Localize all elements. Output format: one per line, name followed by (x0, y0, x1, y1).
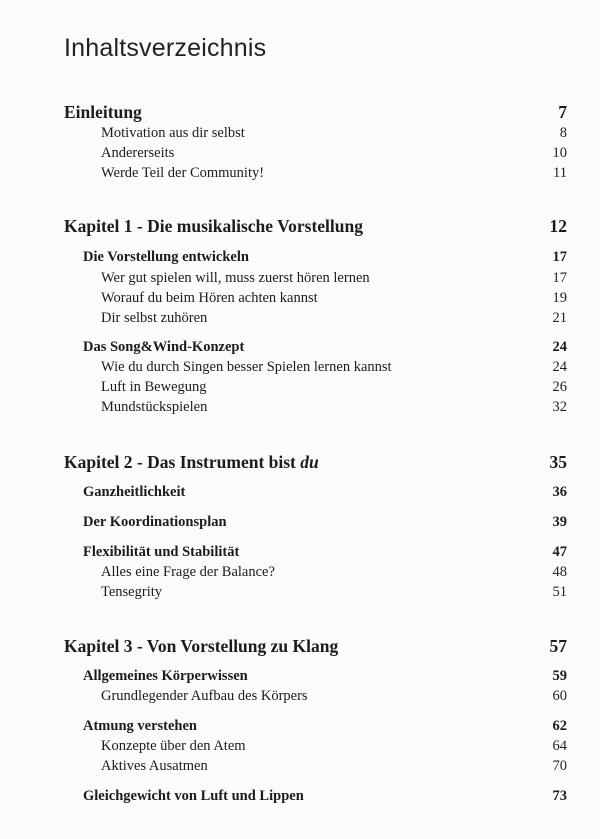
entry-label: Dir selbst zuhören (101, 310, 208, 326)
section-page: 36 (552, 484, 567, 500)
section-title: Der Koordinationsplan (83, 514, 227, 530)
entry-label: Tensegrity (101, 584, 162, 600)
entry-label: Luft in Bewegung (101, 379, 207, 395)
entry-page: 70 (552, 758, 567, 774)
section-title: Flexibilität und Stabilität (83, 544, 240, 560)
chapter-title (64, 452, 319, 473)
chapter-page: 7 (558, 102, 567, 122)
entry-label: Werde Teil der Community! (101, 165, 265, 181)
toc-entry[interactable] (0, 165, 600, 185)
entry-page: 60 (552, 688, 567, 704)
toc-entry[interactable] (0, 738, 600, 758)
entry-label: Wie du durch Singen besser Spielen lernen kannst (101, 359, 392, 375)
toc-section[interactable] (0, 339, 600, 359)
toc-entry[interactable] (0, 270, 600, 290)
entry-page: 32 (552, 399, 567, 415)
toc-chapter-3[interactable] (0, 636, 600, 660)
section-title: Das Song&Wind-Konzept (83, 339, 245, 355)
entry-label: Alles eine Frage der Balance? (101, 564, 275, 580)
toc-entry[interactable] (0, 125, 600, 145)
entry-label: Wer gut spielen will, muss zuerst hören lernen (101, 270, 370, 286)
toc-section[interactable] (0, 514, 600, 534)
entry-page: 10 (552, 145, 567, 161)
entry-page: 8 (559, 125, 567, 141)
entry-page: 24 (552, 359, 567, 375)
section-page: 17 (552, 249, 567, 265)
toc-entry[interactable] (0, 584, 600, 604)
section-title: Atmung verstehen (83, 718, 197, 734)
toc-chapter-2[interactable] (0, 452, 600, 476)
section-page: 62 (552, 718, 567, 734)
toc-section[interactable] (0, 544, 600, 564)
chapter-page: 35 (549, 452, 567, 472)
toc-entry[interactable] (0, 379, 600, 399)
entry-label: Aktives Ausatmen (101, 758, 208, 774)
chapter-page: 12 (549, 216, 567, 236)
section-page: 24 (552, 339, 567, 355)
entry-label: Motivation aus dir selbst (101, 125, 245, 141)
entry-page: 48 (552, 564, 567, 580)
section-page: 39 (552, 514, 567, 530)
toc-section[interactable] (0, 668, 600, 688)
section-page: 47 (552, 544, 567, 560)
section-title: Allgemeines Körperwissen (83, 668, 248, 684)
section-title: Die Vorstellung entwickeln (83, 249, 249, 265)
entry-page: 17 (552, 270, 567, 286)
chapter-page: 57 (549, 636, 567, 656)
toc-entry[interactable] (0, 758, 600, 778)
section-page: 73 (552, 788, 567, 804)
entry-page: 64 (552, 738, 567, 754)
entry-page: 26 (552, 379, 567, 395)
toc-entry[interactable] (0, 290, 600, 310)
toc-entry[interactable] (0, 359, 600, 379)
entry-page: 51 (552, 584, 567, 600)
toc-entry[interactable] (0, 310, 600, 330)
section-title: Gleichgewicht von Luft und Lippen (83, 788, 304, 804)
entry-label: Grundlegender Aufbau des Körpers (101, 688, 308, 704)
toc-section[interactable] (0, 718, 600, 738)
chapter-title: Kapitel 3 - Von Vorstellung zu Klang (64, 636, 339, 656)
toc-chapter-1[interactable] (0, 216, 600, 240)
toc-entry[interactable] (0, 564, 600, 584)
toc-section[interactable] (0, 484, 600, 504)
entry-label: Konzepte über den Atem (101, 738, 246, 754)
toc-chapter-einleitung[interactable] (0, 102, 600, 126)
entry-label: Mundstückspielen (101, 399, 208, 415)
toc-section[interactable] (0, 249, 600, 269)
entry-page: 19 (552, 290, 567, 306)
toc-entry[interactable] (0, 688, 600, 708)
chapter-title-main: Kapitel 2 - Das Instrument bist (64, 452, 301, 472)
chapter-title: Kapitel 1 - Die musikalische Vorstellung (64, 216, 363, 236)
toc-section[interactable] (0, 788, 600, 808)
entry-page: 21 (552, 310, 567, 326)
toc-entry[interactable] (0, 145, 600, 165)
entry-page: 11 (553, 165, 567, 181)
chapter-title-emphasis: du (300, 452, 319, 472)
entry-label: Worauf du beim Hören achten kannst (101, 290, 318, 306)
page-title: Inhaltsverzeichnis (64, 34, 267, 62)
toc-entry[interactable] (0, 399, 600, 419)
section-page: 59 (552, 668, 567, 684)
chapter-title: Einleitung (64, 102, 142, 122)
entry-label: Andererseits (101, 145, 175, 161)
section-title: Ganzheitlichkeit (83, 484, 186, 500)
